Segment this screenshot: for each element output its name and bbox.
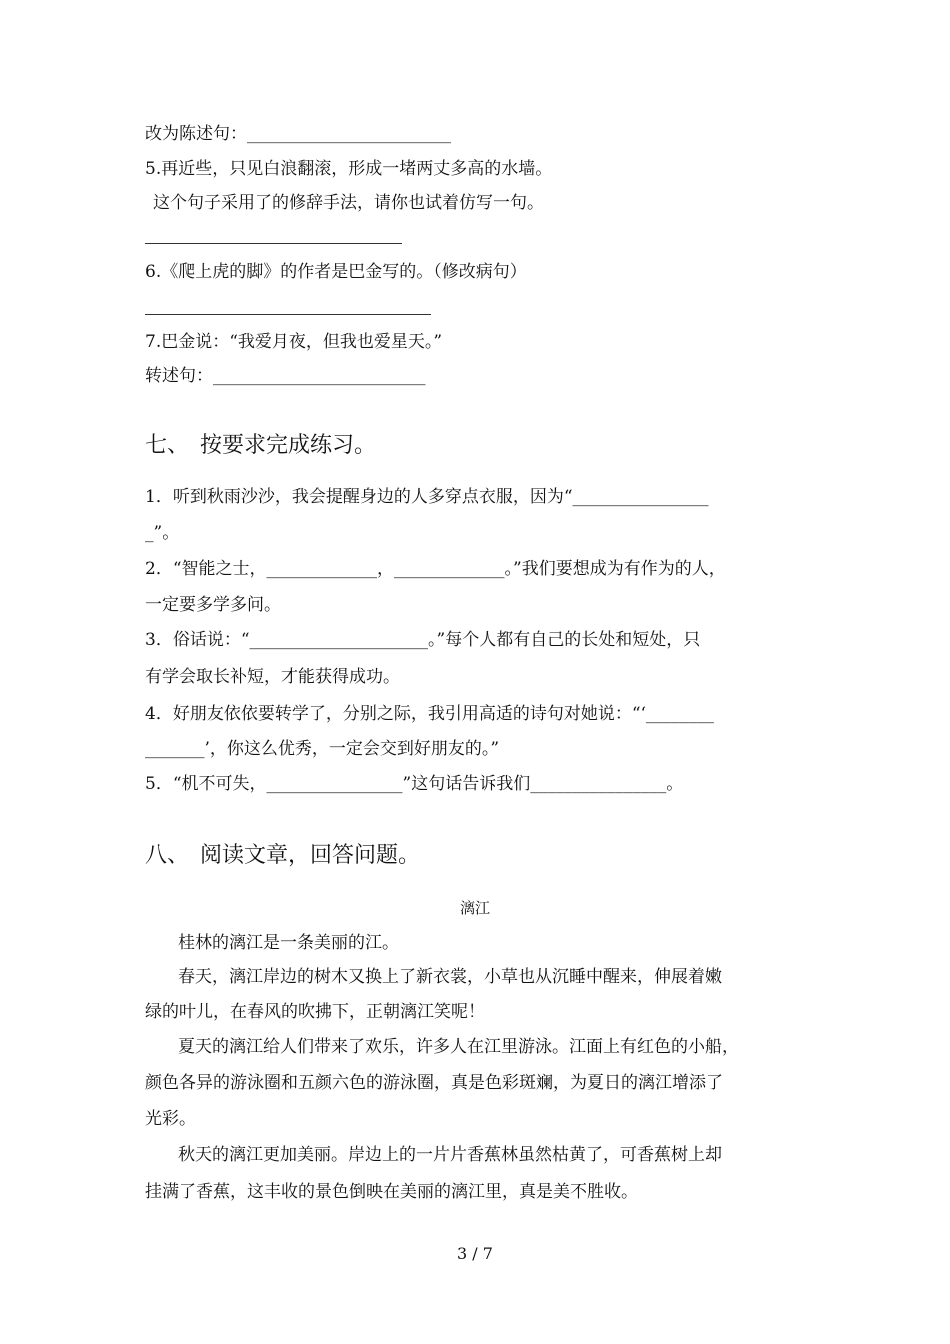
section-7-item-4: 4．好朋友依依要转学了，分别之际，我引用高适的诗句对她说：“‘________ xyxy=(145,704,714,724)
section-7-item-4-cont: _______’，你这么优秀，一定会交到好朋友的。” xyxy=(145,739,500,759)
answer-line-q6 xyxy=(145,314,431,315)
section-7-item-2: 2．“智能之士，_____________，_____________。”我们要想成为有作为的人， xyxy=(145,559,726,579)
page-number: 3 / 7 xyxy=(457,1244,493,1263)
section-7-item-3: 3．俗话说：“_____________________。”每个人都有自己的长处和短处，只 xyxy=(145,630,701,650)
question-7-indirect-speech: 转述句：_________________________ xyxy=(145,366,426,386)
article-paragraph-1: 桂林的漓江是一条美丽的江。 xyxy=(178,933,399,953)
article-paragraph-3-line-3: 光彩。 xyxy=(145,1109,196,1129)
article-paragraph-2-line-1: 春天，漓江岸边的树木又换上了新衣裳，小草也从沉睡中醒来，伸展着嫩 xyxy=(178,967,722,987)
article-paragraph-3-line-1: 夏天的漓江给人们带来了欢乐，许多人在江里游泳。江面上有红色的小船， xyxy=(178,1037,739,1057)
question-5-instruction: 这个句子采用了的修辞手法，请你也试着仿写一句。 xyxy=(153,193,544,213)
section-7-item-2-cont: 一定要多学多问。 xyxy=(145,595,281,615)
section-7-item-3-cont: 有学会取长补短，才能获得成功。 xyxy=(145,667,400,687)
answer-line-q5 xyxy=(145,243,402,244)
rewrite-declarative-prompt: 改为陈述句：________________________ xyxy=(145,124,451,144)
article-paragraph-2-line-2: 绿的叶儿，在春风的吹拂下，正朝漓江笑呢！ xyxy=(145,1002,485,1022)
section-7-item-1-cont: _”。 xyxy=(145,523,180,543)
article-paragraph-4-line-1: 秋天的漓江更加美丽。岸边上的一片片香蕉林虽然枯黄了，可香蕉树上却 xyxy=(178,1145,722,1165)
article-paragraph-3-line-2: 颜色各异的游泳圈和五颜六色的游泳圈，真是色彩斑斓，为夏日的漓江增添了 xyxy=(145,1073,723,1093)
article-paragraph-4-line-2: 挂满了香蕉，这丰收的景色倒映在美丽的漓江里，真是美不胜收。 xyxy=(145,1182,638,1202)
section-7-item-1: 1．听到秋雨沙沙，我会提醒身边的人多穿点衣服，因为“________________ xyxy=(145,487,709,507)
question-5: 5.再近些，只见白浪翻滚，形成一堵两丈多高的水墙。 xyxy=(145,159,553,179)
section-7-heading: 七、 按要求完成练习。 xyxy=(145,433,377,458)
section-8-heading: 八、 阅读文章，回答问题。 xyxy=(145,843,421,868)
question-7: 7.巴金说：“我爱月夜，但我也爱星天。” xyxy=(145,332,443,352)
article-title: 漓江 xyxy=(459,899,490,917)
section-7-item-5: 5．“机不可失，________________”这句话告诉我们________________。 xyxy=(145,774,684,794)
question-6: 6.《爬上虎的脚》的作者是巴金写的。（修改病句） xyxy=(145,262,527,282)
